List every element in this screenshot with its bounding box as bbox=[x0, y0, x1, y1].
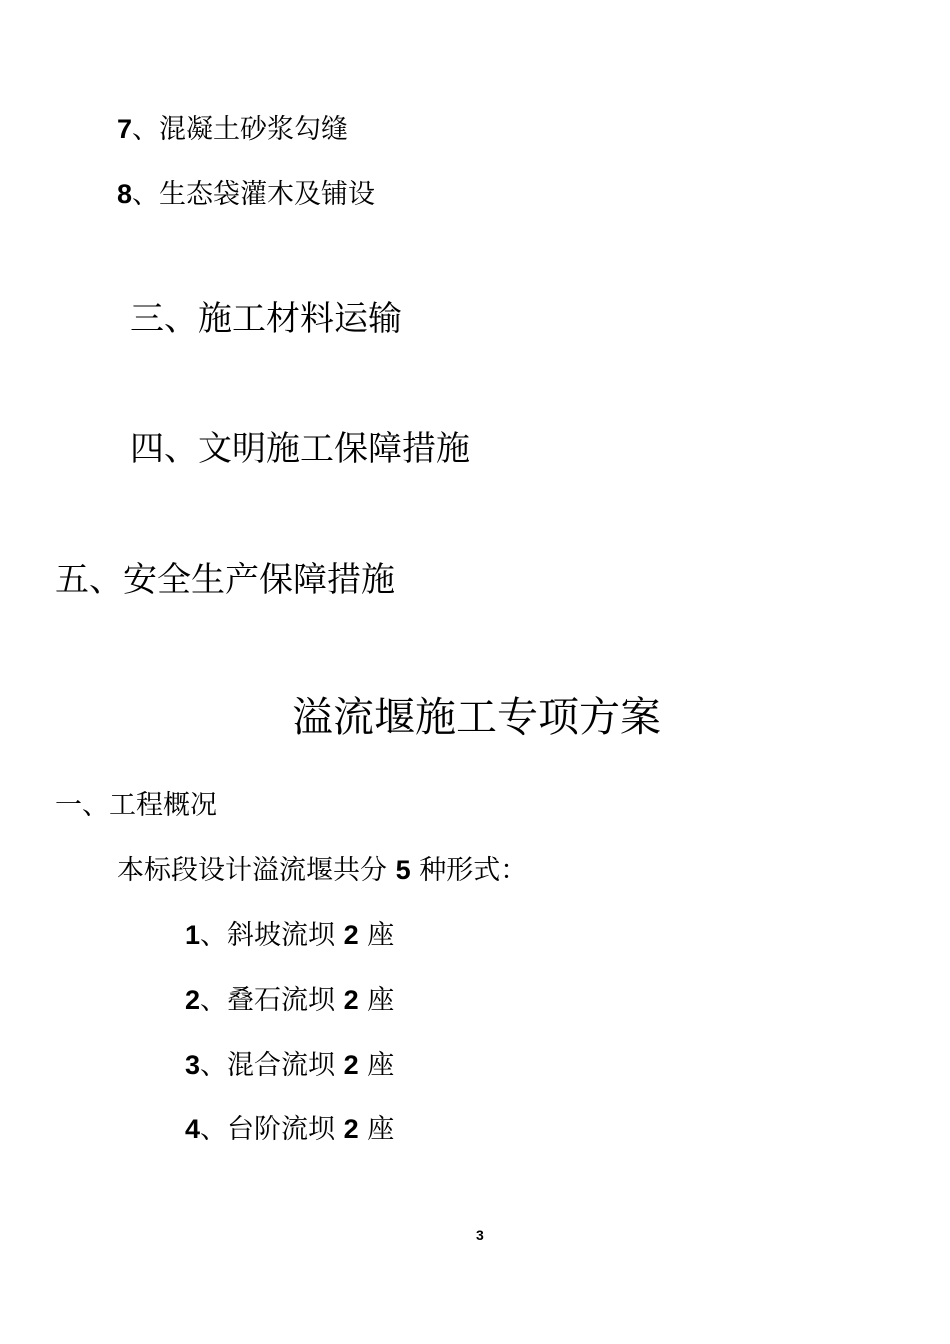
document-title: 溢流堰施工专项方案 bbox=[292, 693, 661, 741]
page-number: 3 bbox=[476, 1227, 484, 1243]
item-text: 、混合流坝 bbox=[200, 1050, 336, 1081]
item-number: 2 bbox=[185, 985, 201, 1015]
section-heading-4: 四、文明施工保障措施 bbox=[130, 429, 470, 469]
section-heading-5: 五、安全生产保障措施 bbox=[55, 560, 395, 600]
item-count: 2 bbox=[343, 1050, 359, 1080]
item-text: 、台阶流坝 bbox=[200, 1114, 336, 1145]
item-text: 、混凝土砂浆勾缝 bbox=[132, 114, 349, 145]
item-number: 1 bbox=[185, 920, 201, 950]
intro-text-before: 本标段设计溢流堰共分 bbox=[117, 855, 387, 886]
item-text: 、叠石流坝 bbox=[200, 985, 336, 1016]
item-number: 3 bbox=[185, 1050, 201, 1080]
item-text: 、斜坡流坝 bbox=[200, 920, 336, 951]
item-unit: 座 bbox=[367, 985, 395, 1016]
item-count: 2 bbox=[343, 920, 359, 950]
list-item-7 bbox=[117, 116, 348, 143]
item-count: 2 bbox=[343, 985, 359, 1015]
item-number: 8 bbox=[117, 179, 133, 209]
section-heading-3: 三、施工材料运输 bbox=[130, 299, 402, 339]
item-unit: 座 bbox=[367, 1050, 395, 1081]
intro-paragraph bbox=[117, 857, 527, 884]
list-item-4 bbox=[185, 1116, 394, 1143]
item-number: 4 bbox=[185, 1114, 201, 1144]
item-text: 、生态袋灌木及铺设 bbox=[132, 179, 376, 210]
item-count: 2 bbox=[343, 1114, 359, 1144]
section-heading-1: 一、工程概况 bbox=[55, 790, 217, 821]
list-item-8 bbox=[117, 181, 375, 208]
item-number: 7 bbox=[117, 114, 133, 144]
intro-number: 5 bbox=[395, 855, 411, 885]
list-item-1 bbox=[185, 922, 394, 949]
list-item-2 bbox=[185, 987, 394, 1014]
item-unit: 座 bbox=[367, 1114, 395, 1145]
intro-text-after: 种形式： bbox=[419, 855, 528, 886]
item-unit: 座 bbox=[367, 920, 395, 951]
list-item-3 bbox=[185, 1052, 394, 1079]
